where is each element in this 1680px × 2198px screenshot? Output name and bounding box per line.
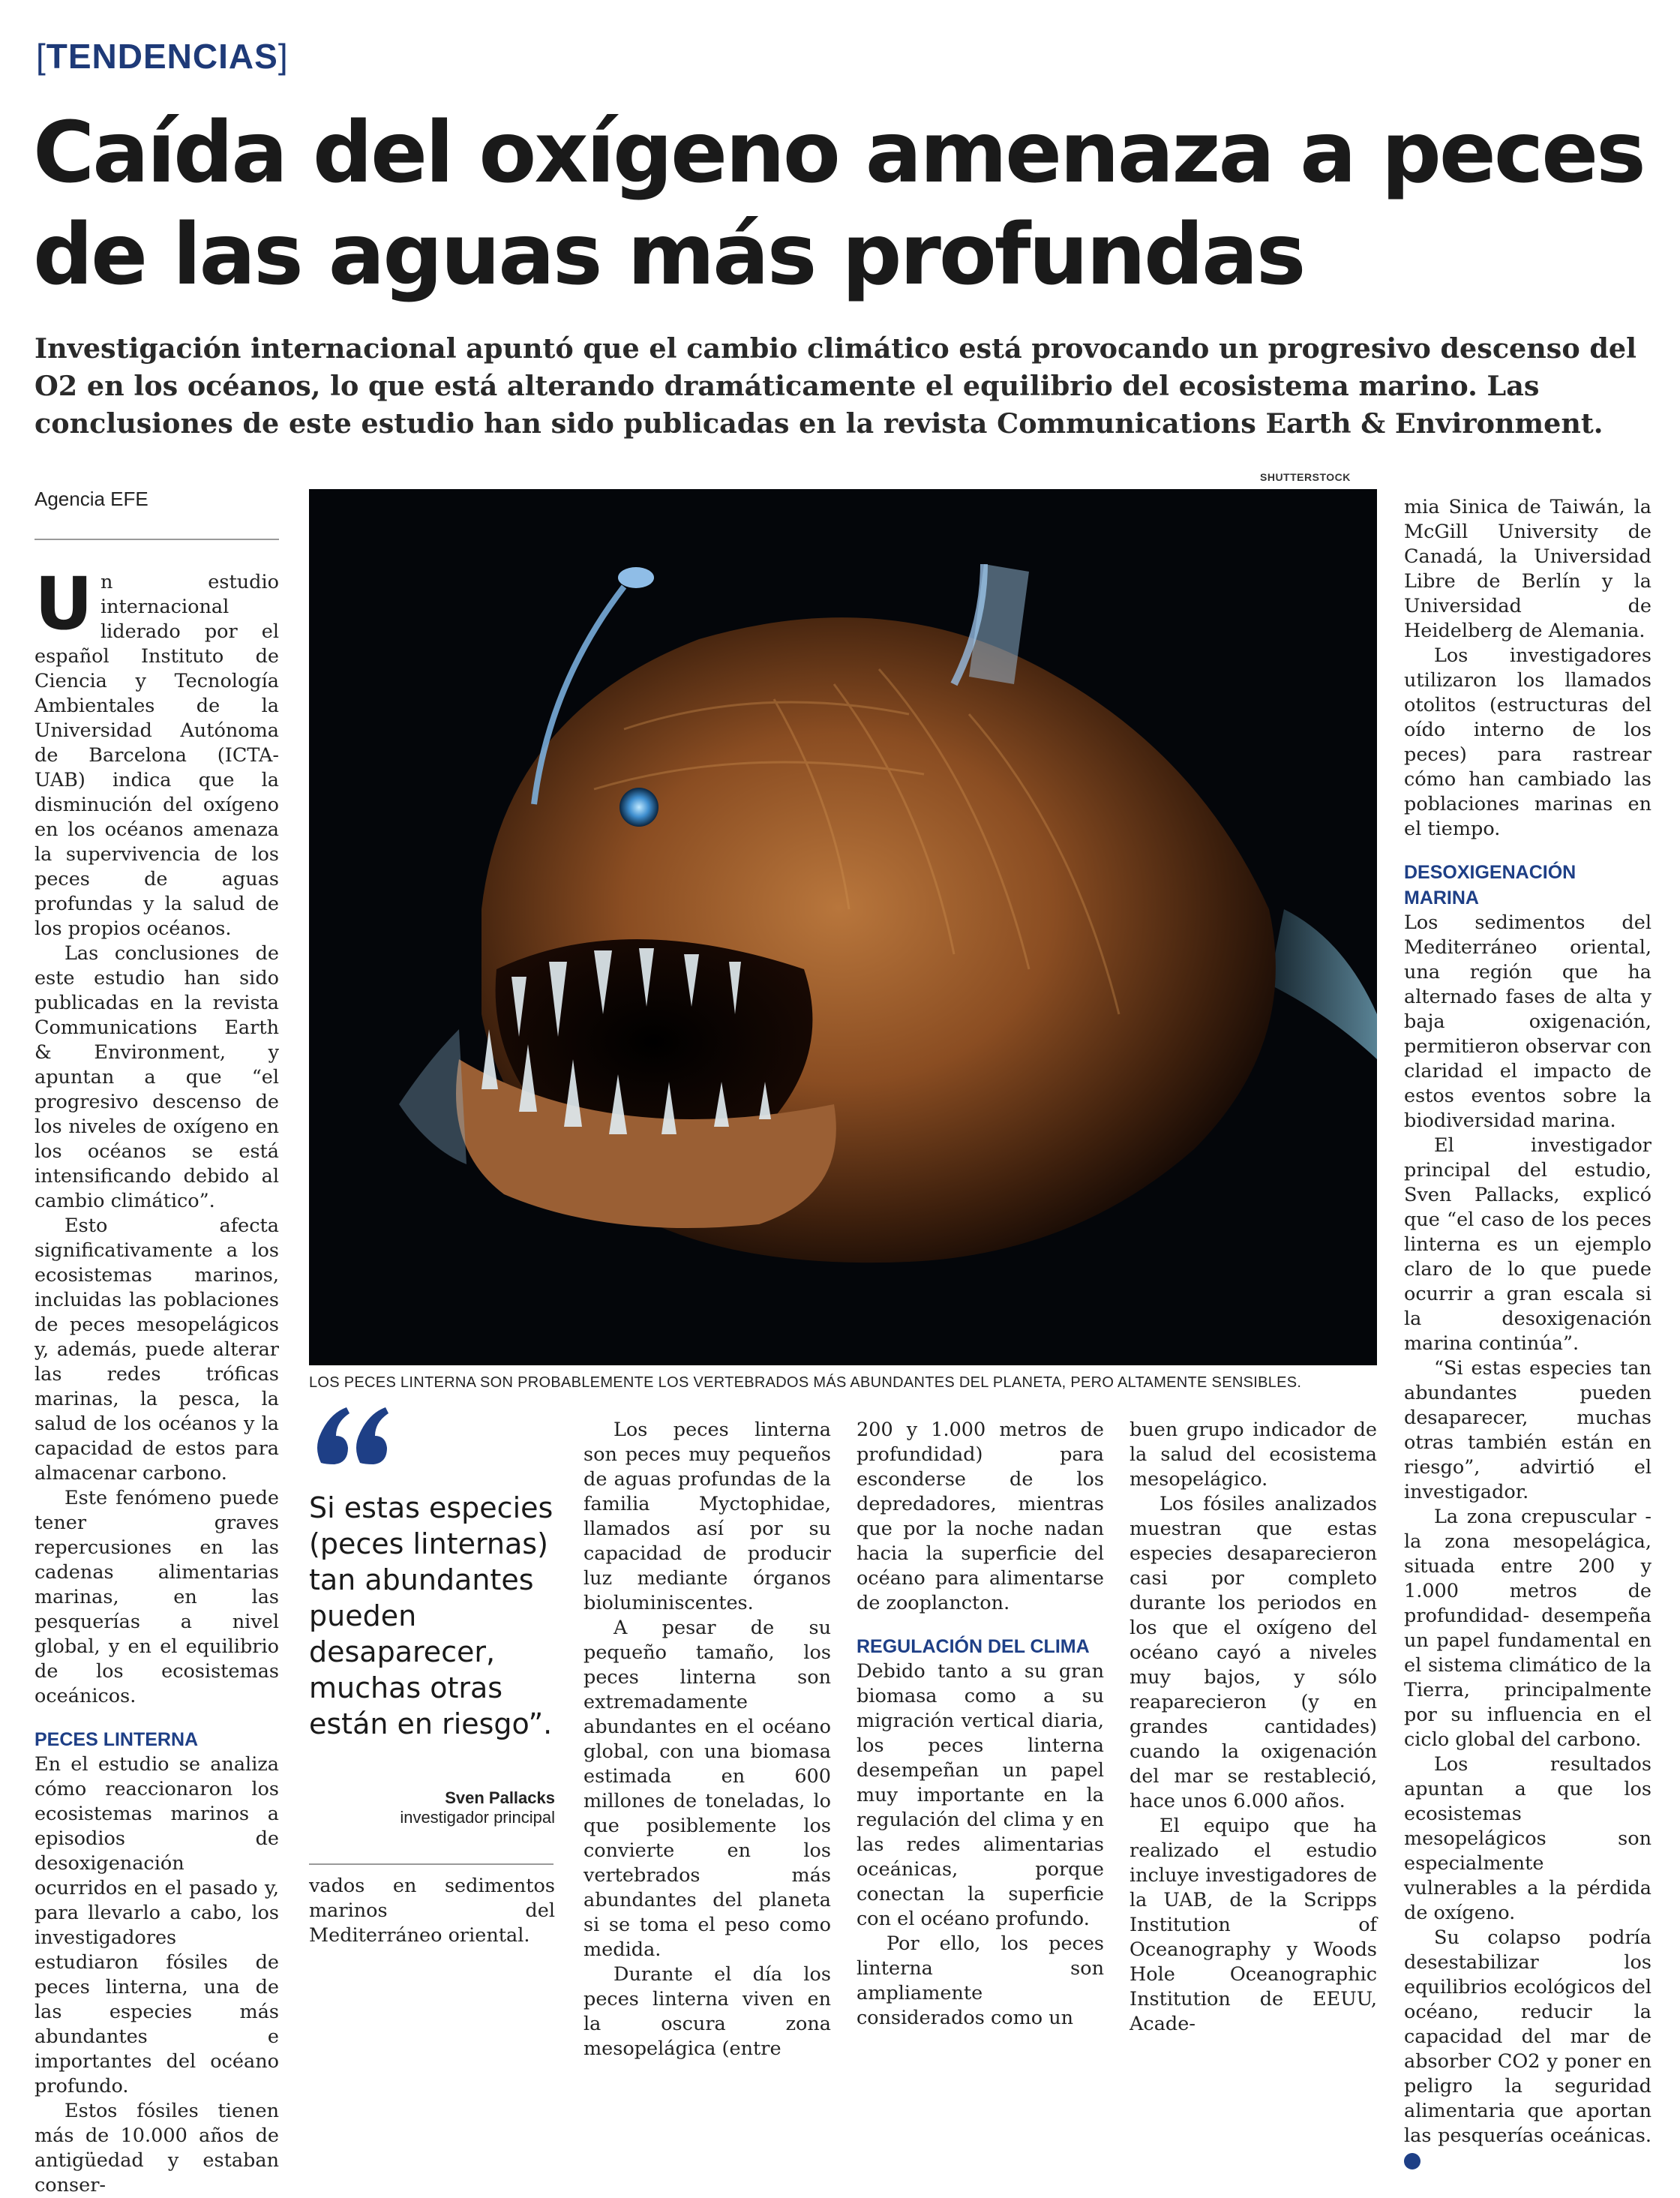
photo-caption: LOS PECES LINTERNA SON PROBABLEMENTE LOS VERTEBRADOS MÁS ABUNDANTES DEL PLANETA, PERO ALTAMENTE SENSIBLES. (309, 1374, 1302, 1391)
article-column-5 (1130, 1418, 1377, 2037)
article-paragraph: buen grupo indicador de la salud del ecosistema mesopelágico. (1130, 1419, 1377, 1491)
article-paragraph: En el estudio se analiza cómo reaccionaron los ecosistemas marinos a episodios de desoxigenación ocurridos en el pasado y, para llevarlo a cabo, los investigadores estudiaron fósiles de peces linterna, una de las especies más abundantes e importantes del océano profundo. (34, 1753, 279, 2097)
lead-paragraph: Investigación internacional apuntó que el cambio climático está provocando un progresivo descenso del O2 en los océanos, lo que está alterando dramáticamente el equilibrio del ecosistema marino. Las conclusiones de este estudio han sido publicadas en la revista Communications Earth & Environment. (34, 332, 1637, 440)
byline-divider (34, 539, 279, 540)
article-column-2 (309, 1874, 555, 1948)
article-column-6 (1404, 495, 1652, 2173)
article-paragraph: 200 y 1.000 metros de profundidad) para esconderse de los depredadores, mientras que por la noche nadan hacia la superficie del océano para alimentarse de zooplancton. (856, 1419, 1104, 1614)
article-paragraph: Los sedimentos del Mediterráneo oriental, una región que ha alternado fases de alta y baja oxigenación, permitieron observar con claridad el impacto de estos eventos sobre la biodiversidad marina. (1404, 911, 1652, 1132)
article-paragraph: Los peces linterna son peces muy pequeños de aguas profundas de la familia Myctophidae, llamados así por su capacidad de producir luz mediante órganos bioluminiscentes. (584, 1419, 831, 1614)
subheading-regulacion-del-clima: REGULACIÓN DEL CLIMA (856, 1636, 1090, 1657)
article-paragraph: Debido tanto a su gran biomasa como a su migración vertical diaria, los peces linterna desempeñan un papel muy importante en la regulación del clima y en las redes alimentarias oceánicas, porque conectan la superficie con el océano profundo. (856, 1660, 1104, 1930)
article-paragraph: Esto afecta significativamente a los ecosistemas marinos, incluidas las poblaciones de peces mesopelágicos y, además, puede alterar las redes tróficas marinas, la pesca, la salud de los océanos y la capacidad de estos para almacenar carbono. (34, 1215, 279, 1485)
photo-credit: SHUTTERSTOCK (1260, 471, 1351, 483)
article-paragraph: El equipo que ha realizado el estudio incluye investigadores de la UAB, de la Scripps Institution of Oceanography y Woods Hole Oceanographic Institution de EEUU, Acade- (1130, 1815, 1377, 2035)
article-paragraph: Los resultados apuntan a que los ecosistemas mesopelágicos son especialmente vulnerables a la pérdida de oxígeno. (1404, 1753, 1652, 1924)
article-paragraph: Los investigadores utilizaron los llamados otolitos (estructuras del oído interno de los peces) para rastrear cómo han cambiado las poblaciones marinas en el tiempo. (1404, 644, 1652, 840)
quote-author-role: investigador principal (400, 1808, 555, 1827)
article-paragraph: A pesar de su pequeño tamaño, los peces linterna son extremadamente abundantes en el océano global, con una biomasa estimada en 600 millones de toneladas, lo que posiblemente los convierte en los vertebrados más abundantes del planeta si se toma el peso como medida. (584, 1617, 831, 1961)
anglerfish-photo (309, 489, 1377, 1365)
end-of-article-icon: ✪ (1404, 2153, 1420, 2169)
anglerfish-illustration (309, 489, 1377, 1365)
subheading-peces-linterna: PECES LINTERNA (34, 1729, 199, 1750)
article-paragraph: vados en sedimentos marinos del Mediterráneo oriental. (309, 1875, 555, 1947)
quote-author: Sven Pallacks (445, 1788, 555, 1807)
article-paragraph: Un estudio internacional liderado por el español Instituto de Ciencia y Tecnología Ambientales de la Universidad Autónoma de Barcelona (ICTA-UAB) indica que la disminución del oxígeno en los océanos amenaza la supervivencia de los peces de aguas profundas y la salud de los propios océanos. (34, 562, 279, 940)
quote-divider (309, 1863, 554, 1865)
quote-mark-icon (314, 1403, 396, 1473)
article-paragraph: Estos fósiles tienen más de 10.000 años de antigüedad y estaban conser- (34, 2100, 279, 2196)
byline: Agencia EFE (34, 488, 148, 510)
article-paragraph: Durante el día los peces linterna viven en la oscura zona mesopelágica (entre (584, 1963, 831, 2060)
subheading-desoxigenacion-marina: DESOXIGENACIÓN MARINA (1404, 862, 1576, 908)
article-paragraph: El investigador principal del estudio, Sven Pallacks, explicó que “el caso de los peces linterna es un ejemplo claro de lo que puede ocurrir a gran escala si la desoxigenación marina continúa”. (1404, 1134, 1652, 1355)
article-paragraph: mia Sinica de Taiwán, la McGill University de Canadá, la Universidad Libre de Berlín y la Universidad de Heidelberg de Alemania. (1404, 496, 1652, 642)
article-paragraph: Este fenómeno puede tener graves repercusiones en las cadenas alimentarias marinas, en las pesquerías a nivel global, y en el equilibrio de los ecosistemas oceánicos. (34, 1487, 279, 1707)
article-column-4 (856, 1418, 1104, 2031)
article-paragraph: Su colapso podría desestabilizar los equilibrios ecológicos del océano, reducir la capacidad del mar de absorber CO2 y poner en peligro la seguridad alimentaria que aportan las pesquerías oceánicas. ✪ (1404, 1926, 1652, 2173)
article-paragraph: Las conclusiones de este estudio han sido publicadas en la revista Communications Earth & Environment, y apuntan a que “el progresivo descenso de los niveles de oxígeno en los océanos se está intensificando debido al cambio climático”. (34, 942, 279, 1212)
section-label: TENDENCIAS (46, 37, 278, 76)
article-paragraph: Por ello, los peces linterna son ampliamente considerados como un (856, 1932, 1104, 2029)
pull-quote: Si estas especies (peces linternas) tan abundantes pueden desaparecer, muchas otras están en riesgo”. (309, 1491, 554, 1740)
article-paragraph: “Si estas especies tan abundantes pueden desaparecer, muchas otras también están en riesgo”, advirtió el investigador. (1404, 1357, 1652, 1503)
dropcap: U (34, 562, 93, 646)
article-column-3 (584, 1418, 831, 2061)
article-paragraph: Los fósiles analizados muestran que estas especies desaparecieron casi por completo durante los periodos en los que el oxígeno del océano cayó a niveles muy bajos, y sólo reaparecieron (y en grandes cantidades) cuando la oxigenación del mar se restableció, hace unos 6.000 años. (1130, 1493, 1377, 1812)
article-column-1 (34, 562, 279, 2198)
article-paragraph: La zona crepuscular -la zona mesopelágica, situada entre 200 y 1.000 metros de profundidad- desempeña un papel fundamental en el sistema climático de la Tierra, principalmente por su influencia en el ciclo global del carbono. (1404, 1506, 1652, 1751)
section-tag: [TENDENCIAS] (36, 37, 289, 76)
headline: Caída del oxígeno amenaza a peces de las aguas más profundas (33, 104, 1644, 304)
quote-attribution (309, 1788, 555, 1827)
